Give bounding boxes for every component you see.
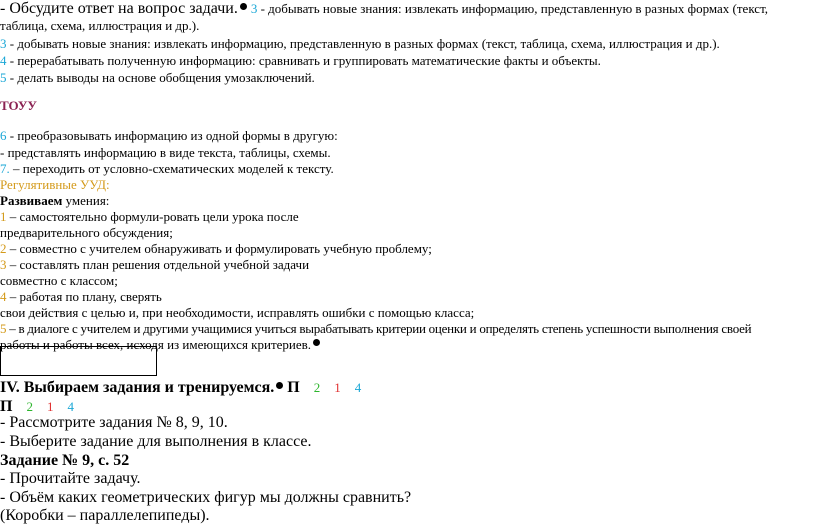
text-line <box>0 257 309 273</box>
text-line <box>0 0 768 18</box>
skill-text: - преобразовывать информацию из одной формы в другую: <box>6 128 338 143</box>
skill-number: 3 <box>0 36 7 51</box>
text-line: (Коробки – параллелепипеды). <box>0 507 210 524</box>
skill-text: – в диалоге с учителем и другими учащимися учиться вырабатывать критерии оценки и определять степень успешности выполнения своей <box>6 321 752 336</box>
mark-number: 2 <box>313 380 321 395</box>
skill-number: 2 <box>0 241 7 256</box>
text-line <box>0 289 162 305</box>
p-label: П <box>0 398 13 415</box>
text-line: свои действия с целью и, при необходимости, исправлять ошибки с помощью класса; <box>0 305 475 320</box>
skill-number: 4 <box>0 289 7 304</box>
skill-text: – самостоятельно формули-ровать цели урока после <box>6 209 299 224</box>
bullet-dot-icon <box>313 339 320 346</box>
skill-number: 5 <box>0 321 7 336</box>
skill-text: - перерабатывать полученную информацию: сравнивать и группировать математические факты и объекты. <box>6 53 601 68</box>
section-heading-regulative: Регулятивные УУД: <box>0 177 110 192</box>
mark-number: 4 <box>67 399 74 414</box>
skill-number: 6 <box>0 128 7 143</box>
bullet-dot-icon <box>240 3 247 10</box>
text-line: совместно с классом; <box>0 273 118 288</box>
skill-number: 3 <box>250 1 258 16</box>
text-line: предварительного обсуждения; <box>0 225 173 240</box>
skill-text: - добывать новые знания: извлекать информацию, представленную в разных формах (текст, <box>257 1 769 16</box>
section4-title: IV. Выбираем задания и тренируемся. <box>0 379 275 396</box>
text-line: - Выберите задание для выполнения в классе. <box>0 433 312 450</box>
skill-number: 3 <box>0 257 7 272</box>
skill-text: - добывать новые знания: извлекать информацию, представленную в разных формах (текст, таблица, схема, иллюстрация и др.). <box>6 36 720 51</box>
text-line <box>0 36 720 52</box>
p-label: П <box>287 379 300 396</box>
skill-number: 7. <box>0 161 10 176</box>
skill-text: - делать выводы на основе обобщения умозаключений. <box>6 70 315 85</box>
section-heading-touu: ТОУУ <box>0 98 37 113</box>
text-line: таблица, схема, иллюстрация и др.). <box>0 18 200 33</box>
section-title <box>0 379 361 397</box>
text-line <box>0 193 109 209</box>
skill-text: – переходить от условно-схематических моделей к тексту. <box>9 161 334 176</box>
skill-text: – работая по плану, сверять <box>6 289 162 304</box>
text-line <box>0 321 751 337</box>
text-line <box>0 209 299 225</box>
develop-label: Развиваем <box>0 193 63 208</box>
bullet-dot-icon <box>276 382 283 389</box>
task-title: Задание № 9, с. 52 <box>0 452 130 469</box>
text-line: - представлять информацию в виде текста, таблицы, схемы. <box>0 145 331 160</box>
text-line <box>0 53 601 69</box>
skill-text: работы и работы всех, исходя из имеющихся критериев. <box>0 337 312 352</box>
text-line: - Рассмотрите задания № 8, 9, 10. <box>0 414 228 431</box>
mark-number: 2 <box>26 399 33 414</box>
instruction-text: - Обсудите ответ на вопрос задачи. <box>0 0 238 17</box>
empty-frame <box>0 346 157 376</box>
text-line <box>0 70 315 86</box>
skill-number: 4 <box>0 53 7 68</box>
mark-number: 4 <box>354 380 362 395</box>
text-line <box>0 161 334 177</box>
develop-rest: умения: <box>62 193 110 208</box>
skill-number: 5 <box>0 70 7 85</box>
text-line <box>0 128 338 144</box>
text-line: - Объём каких геометрических фигур мы должны сравнить? <box>0 489 412 506</box>
mark-number: 1 <box>334 380 341 395</box>
skill-text: – совместно с учителем обнаруживать и формулировать учебную проблему; <box>6 241 432 256</box>
mark-number: 1 <box>46 399 54 414</box>
text-line <box>0 241 432 257</box>
text-line: - Прочитайте задачу. <box>0 470 141 487</box>
skill-text: – составлять план решения отдельной учебной задачи <box>6 257 310 272</box>
skill-number: 1 <box>0 209 7 224</box>
